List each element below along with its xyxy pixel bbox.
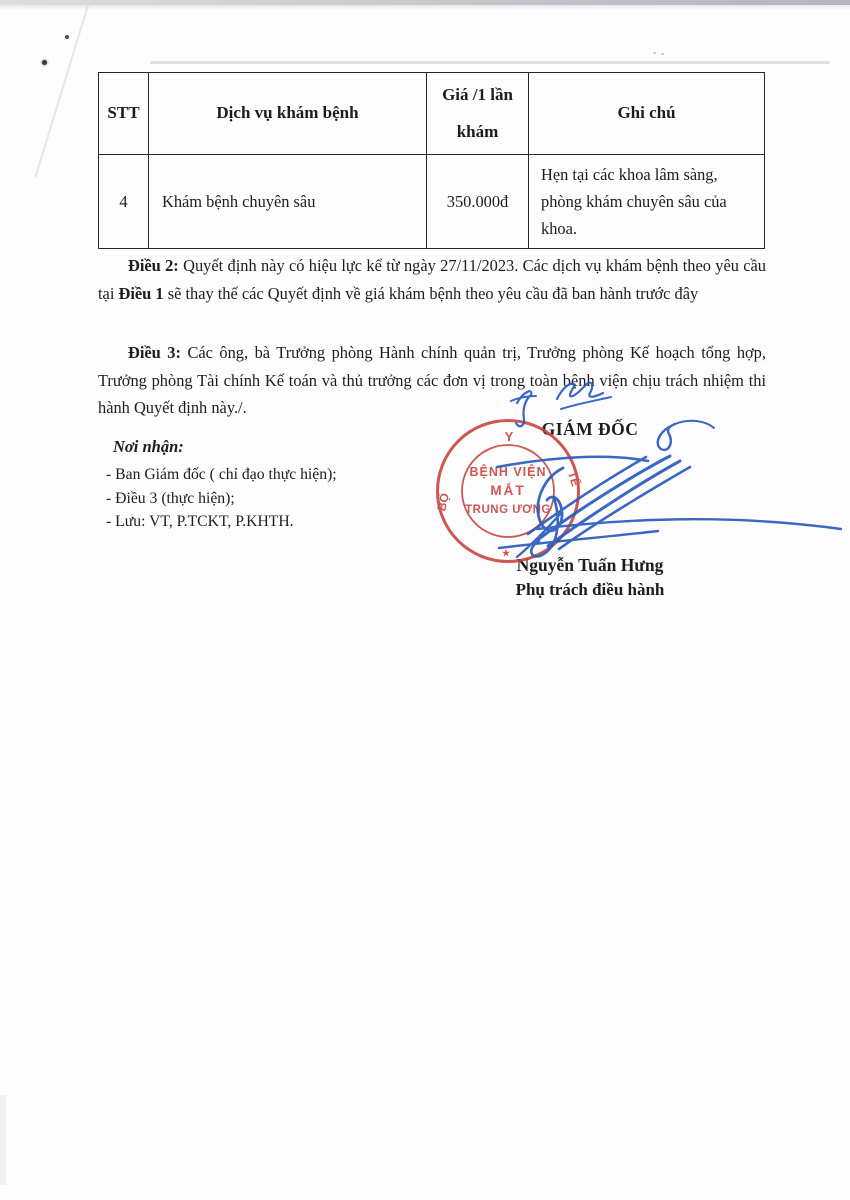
signature-ink	[497, 456, 841, 557]
scan-speck	[653, 52, 656, 54]
stamp-ring-top-letter: Y	[504, 429, 514, 444]
scan-edge-shadow-fade	[0, 5, 850, 10]
article-2-ref: Điều 1	[118, 283, 164, 303]
article-2-text1: Quyết định này có hiệu lực kể từ ngày 27/11/2023. Các dịch vụ khám bệnh theo yêu cầu tại	[98, 256, 766, 303]
stamp-org-line2: MẮT	[490, 483, 526, 498]
article-3	[98, 339, 766, 422]
scan-speck	[65, 35, 69, 39]
article-3-text: Các ông, bà Trưởng phòng Hành chính quản trị, Trưởng phòng Kế hoạch tổng hợp, Trưởng phòng Tài chính Kế toán và thủ trưởng các đơn vị trong toàn bệnh viện chịu trách nhiệm thi hành Quyết định này./.	[98, 343, 766, 417]
recipients-list	[106, 463, 337, 534]
cell-service: Khám bệnh chuyên sâu	[149, 155, 427, 249]
table-header-row	[99, 73, 765, 155]
recipients-title: Nơi nhận:	[113, 437, 184, 456]
hospital-stamp	[433, 421, 584, 562]
scan-speck	[661, 53, 664, 55]
recipient-item: - Điều 3 (thực hiện);	[106, 489, 235, 507]
stamp-ring-left-letters: BỘ	[434, 491, 453, 513]
col-header-stt: STT	[99, 73, 149, 155]
col-header-price: Giá /1 lần khám	[427, 73, 529, 155]
article-2-label: Điều 2:	[128, 256, 179, 275]
scan-streak	[150, 61, 830, 64]
article-2	[98, 252, 766, 307]
stamp-inner-circle	[462, 445, 554, 537]
stamp-ring-right-letters: TẾ	[564, 469, 583, 489]
price-table	[98, 72, 765, 249]
col-header-service: Dịch vụ khám bệnh	[149, 73, 427, 155]
stamp-org-line1: BỆNH VIỆN	[469, 465, 547, 479]
scan-crease	[34, 0, 91, 178]
signer-name: Nguyễn Tuấn Hưng	[516, 555, 664, 575]
article-3-label: Điều 3:	[128, 343, 181, 362]
stamp-star: ★	[501, 548, 511, 558]
cell-note: Hẹn tại các khoa lâm sàng, phòng khám chuyên sâu của khoa.	[529, 155, 765, 249]
cell-stt: 4	[99, 155, 149, 249]
col-header-note: Ghi chú	[529, 73, 765, 155]
recipient-item: - Lưu: VT, P.TCKT, P.KHTH.	[106, 513, 294, 530]
table-row	[99, 155, 765, 249]
cell-price: 350.000đ	[427, 155, 529, 249]
stamp-outer-circle	[438, 421, 579, 562]
article-2-text2: sẽ thay thế các Quyết định về giá khám bệnh theo yêu cầu đã ban hành trước đây	[167, 283, 699, 303]
scan-edge-smudge	[0, 1095, 6, 1185]
stamp-org-line3: TRUNG ƯƠNG	[465, 504, 551, 516]
signer-title: GIÁM ĐỐC	[541, 419, 639, 439]
scan-speck	[42, 60, 47, 65]
recipient-item: - Ban Giám đốc ( chỉ đạo thực hiện);	[106, 466, 337, 483]
signer-role: Phụ trách điều hành	[515, 580, 665, 599]
